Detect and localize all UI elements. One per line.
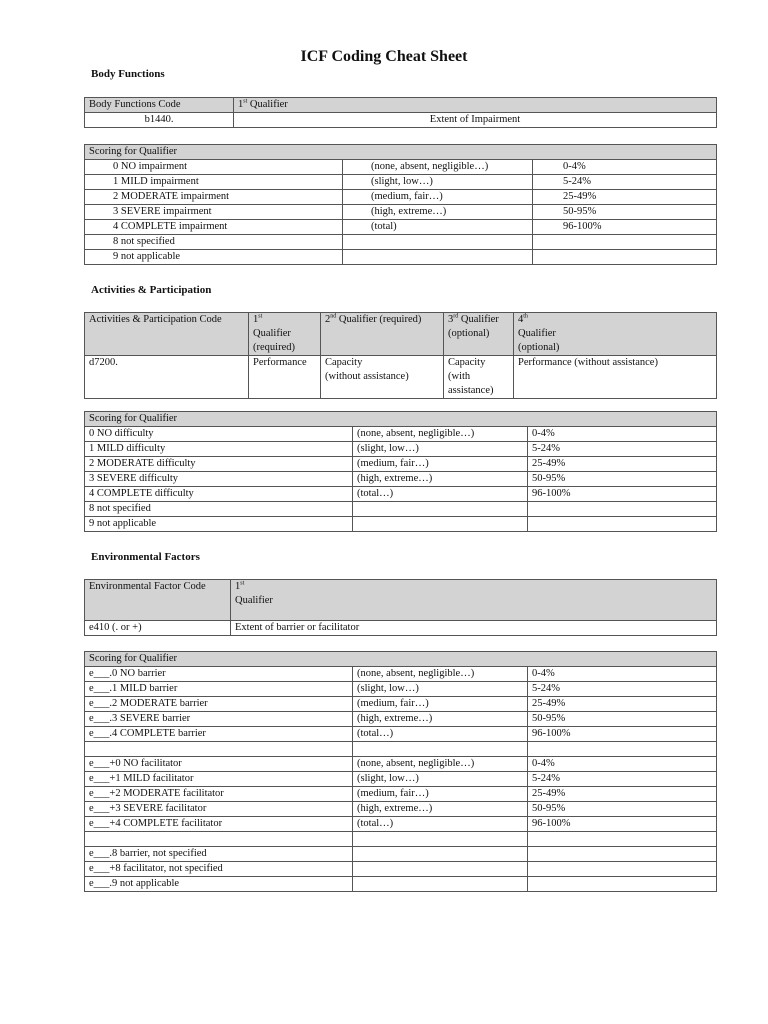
qualifier-cell: Performance (without assistance) bbox=[514, 356, 717, 399]
score-description-cell: (slight, low…) bbox=[353, 682, 528, 697]
table-row bbox=[85, 802, 717, 817]
page-title: ICF Coding Cheat Sheet bbox=[300, 48, 468, 65]
score-label-cell bbox=[85, 832, 353, 847]
score-description-cell: (none, absent, negligible…) bbox=[353, 757, 528, 772]
table-row bbox=[85, 427, 717, 442]
score-description-cell: (high, extreme…) bbox=[353, 712, 528, 727]
table-row bbox=[85, 772, 717, 787]
score-range-cell bbox=[528, 502, 717, 517]
score-description-cell: (total…) bbox=[353, 727, 528, 742]
score-description-cell: (slight, low…) bbox=[353, 772, 528, 787]
table-row bbox=[85, 250, 717, 265]
score-description-cell bbox=[353, 502, 528, 517]
score-label-cell: e___.9 not applicable bbox=[85, 877, 353, 892]
score-range-cell: 25-49% bbox=[528, 697, 717, 712]
table-row bbox=[85, 412, 717, 427]
score-label-cell: e___.1 MILD barrier bbox=[85, 682, 353, 697]
qualifier-cell: Performance bbox=[249, 356, 321, 399]
score-label-cell: 4 COMPLETE difficulty bbox=[85, 487, 353, 502]
table-row bbox=[85, 220, 717, 235]
score-label-cell: 0 NO impairment bbox=[85, 160, 343, 175]
table-row bbox=[85, 787, 717, 802]
table-row bbox=[85, 175, 717, 190]
column-header: 1st Qualifier (required) bbox=[249, 313, 321, 356]
table-row bbox=[85, 113, 717, 128]
score-range-cell: 25-49% bbox=[528, 457, 717, 472]
score-description-cell: (medium, fair…) bbox=[353, 457, 528, 472]
environmental-scoring-table bbox=[84, 651, 717, 892]
score-description-cell bbox=[353, 742, 528, 757]
score-label-cell: 8 not specified bbox=[85, 502, 353, 517]
table-row bbox=[85, 727, 717, 742]
score-range-cell bbox=[533, 250, 717, 265]
score-range-cell: 50-95% bbox=[528, 712, 717, 727]
table-row bbox=[85, 502, 717, 517]
score-label-cell bbox=[85, 742, 353, 757]
score-range-cell: 25-49% bbox=[528, 787, 717, 802]
table-row bbox=[85, 580, 717, 621]
score-description-cell bbox=[353, 862, 528, 877]
scoring-header: Scoring for Qualifier bbox=[85, 412, 717, 427]
activities-scoring-table bbox=[84, 411, 717, 532]
score-range-cell bbox=[528, 862, 717, 877]
score-description-cell bbox=[353, 832, 528, 847]
score-range-cell: 0-4% bbox=[528, 427, 717, 442]
column-header: 3rd Qualifier (optional) bbox=[444, 313, 514, 356]
column-header: Activities & Participation Code bbox=[85, 313, 249, 356]
score-description-cell bbox=[353, 847, 528, 862]
qualifier-cell: Capacity (without assistance) bbox=[321, 356, 444, 399]
score-label-cell: e___+0 NO facilitator bbox=[85, 757, 353, 772]
table-row bbox=[85, 817, 717, 832]
table-row bbox=[85, 313, 717, 356]
score-label-cell: e___+4 COMPLETE facilitator bbox=[85, 817, 353, 832]
score-range-cell: 5-24% bbox=[533, 175, 717, 190]
table-row bbox=[85, 832, 717, 847]
code-cell: e410 (. or +) bbox=[85, 621, 231, 636]
table-row bbox=[85, 472, 717, 487]
environmental-heading: Environmental Factors bbox=[91, 551, 200, 563]
scoring-header: Scoring for Qualifier bbox=[85, 652, 717, 667]
score-range-cell: 96-100% bbox=[533, 220, 717, 235]
score-label-cell: 3 SEVERE impairment bbox=[85, 205, 343, 220]
table-row bbox=[85, 205, 717, 220]
score-label-cell: 9 not applicable bbox=[85, 250, 343, 265]
score-range-cell: 0-4% bbox=[533, 160, 717, 175]
score-range-cell bbox=[528, 742, 717, 757]
score-range-cell: 0-4% bbox=[528, 667, 717, 682]
table-row bbox=[85, 742, 717, 757]
score-description-cell bbox=[343, 250, 533, 265]
scoring-rows bbox=[85, 160, 717, 265]
table-row bbox=[85, 487, 717, 502]
code-cell: d7200. bbox=[85, 356, 249, 399]
column-header: 2nd Qualifier (required) bbox=[321, 313, 444, 356]
score-label-cell: 0 NO difficulty bbox=[85, 427, 353, 442]
description-cell: Extent of Impairment bbox=[234, 113, 717, 128]
score-label-cell: 1 MILD impairment bbox=[85, 175, 343, 190]
score-label-cell: 1 MILD difficulty bbox=[85, 442, 353, 457]
score-range-cell bbox=[528, 832, 717, 847]
scoring-rows bbox=[85, 427, 717, 532]
score-range-cell: 25-49% bbox=[533, 190, 717, 205]
body-functions-code-table bbox=[84, 97, 717, 128]
score-label-cell: 8 not specified bbox=[85, 235, 343, 250]
score-range-cell bbox=[533, 235, 717, 250]
score-label-cell: e___.4 COMPLETE barrier bbox=[85, 727, 353, 742]
score-description-cell: (slight, low…) bbox=[343, 175, 533, 190]
table-row bbox=[85, 621, 717, 636]
table-row bbox=[85, 862, 717, 877]
column-header: Body Functions Code bbox=[85, 98, 234, 113]
score-description-cell: (high, extreme…) bbox=[343, 205, 533, 220]
qualifier-cell: Capacity (with assistance) bbox=[444, 356, 514, 399]
table-row bbox=[85, 877, 717, 892]
score-description-cell bbox=[343, 235, 533, 250]
column-header: 1st Qualifier bbox=[234, 98, 717, 113]
score-description-cell: (total…) bbox=[353, 487, 528, 502]
body-functions-scoring-table bbox=[84, 144, 717, 265]
table-row bbox=[85, 652, 717, 667]
column-header: Environmental Factor Code bbox=[85, 580, 231, 621]
score-label-cell: e___.0 NO barrier bbox=[85, 667, 353, 682]
score-range-cell: 0-4% bbox=[528, 757, 717, 772]
table-row bbox=[85, 235, 717, 250]
score-range-cell: 5-24% bbox=[528, 442, 717, 457]
score-label-cell: e___.3 SEVERE barrier bbox=[85, 712, 353, 727]
score-range-cell bbox=[528, 847, 717, 862]
score-label-cell: e___+3 SEVERE facilitator bbox=[85, 802, 353, 817]
score-range-cell: 50-95% bbox=[528, 472, 717, 487]
table-row bbox=[85, 160, 717, 175]
score-description-cell: (medium, fair…) bbox=[353, 787, 528, 802]
score-label-cell: e___+8 facilitator, not specified bbox=[85, 862, 353, 877]
score-range-cell: 96-100% bbox=[528, 727, 717, 742]
table-row bbox=[85, 847, 717, 862]
code-cell: b1440. bbox=[85, 113, 234, 128]
score-range-cell: 96-100% bbox=[528, 487, 717, 502]
score-range-cell: 50-95% bbox=[533, 205, 717, 220]
table-row bbox=[85, 98, 717, 113]
table-row bbox=[85, 697, 717, 712]
table-row bbox=[85, 145, 717, 160]
score-description-cell: (total…) bbox=[353, 817, 528, 832]
score-range-cell: 50-95% bbox=[528, 802, 717, 817]
score-description-cell: (total) bbox=[343, 220, 533, 235]
score-label-cell: 3 SEVERE difficulty bbox=[85, 472, 353, 487]
activities-heading: Activities & Participation bbox=[91, 284, 212, 296]
table-row bbox=[85, 682, 717, 697]
scoring-rows bbox=[85, 667, 717, 892]
column-header: 1st Qualifier bbox=[231, 580, 717, 621]
score-description-cell bbox=[353, 517, 528, 532]
score-description-cell: (high, extreme…) bbox=[353, 802, 528, 817]
score-description-cell: (medium, fair…) bbox=[343, 190, 533, 205]
scoring-header: Scoring for Qualifier bbox=[85, 145, 717, 160]
score-label-cell: 2 MODERATE difficulty bbox=[85, 457, 353, 472]
score-description-cell: (none, absent, negligible…) bbox=[353, 667, 528, 682]
score-description-cell: (none, absent, negligible…) bbox=[353, 427, 528, 442]
score-description-cell bbox=[353, 877, 528, 892]
body-functions-heading: Body Functions bbox=[91, 68, 165, 80]
table-row bbox=[85, 190, 717, 205]
score-range-cell: 96-100% bbox=[528, 817, 717, 832]
score-description-cell: (high, extreme…) bbox=[353, 472, 528, 487]
score-label-cell: e___+2 MODERATE facilitator bbox=[85, 787, 353, 802]
score-label-cell: 9 not applicable bbox=[85, 517, 353, 532]
score-description-cell: (medium, fair…) bbox=[353, 697, 528, 712]
score-range-cell bbox=[528, 517, 717, 532]
table-row bbox=[85, 517, 717, 532]
table-row bbox=[85, 712, 717, 727]
score-label-cell: e___.8 barrier, not specified bbox=[85, 847, 353, 862]
score-label-cell: 2 MODERATE impairment bbox=[85, 190, 343, 205]
table-row bbox=[85, 356, 717, 399]
score-description-cell: (slight, low…) bbox=[353, 442, 528, 457]
score-label-cell: 4 COMPLETE impairment bbox=[85, 220, 343, 235]
column-header: 4th Qualifier (optional) bbox=[514, 313, 717, 356]
description-cell: Extent of barrier or facilitator bbox=[231, 621, 717, 636]
table-row bbox=[85, 667, 717, 682]
score-label-cell: e___+1 MILD facilitator bbox=[85, 772, 353, 787]
table-row bbox=[85, 442, 717, 457]
table-row bbox=[85, 457, 717, 472]
score-range-cell bbox=[528, 877, 717, 892]
score-range-cell: 5-24% bbox=[528, 682, 717, 697]
score-range-cell: 5-24% bbox=[528, 772, 717, 787]
score-description-cell: (none, absent, negligible…) bbox=[343, 160, 533, 175]
table-row bbox=[85, 757, 717, 772]
score-label-cell: e___.2 MODERATE barrier bbox=[85, 697, 353, 712]
environmental-code-table bbox=[84, 579, 717, 636]
activities-code-table bbox=[84, 312, 717, 399]
